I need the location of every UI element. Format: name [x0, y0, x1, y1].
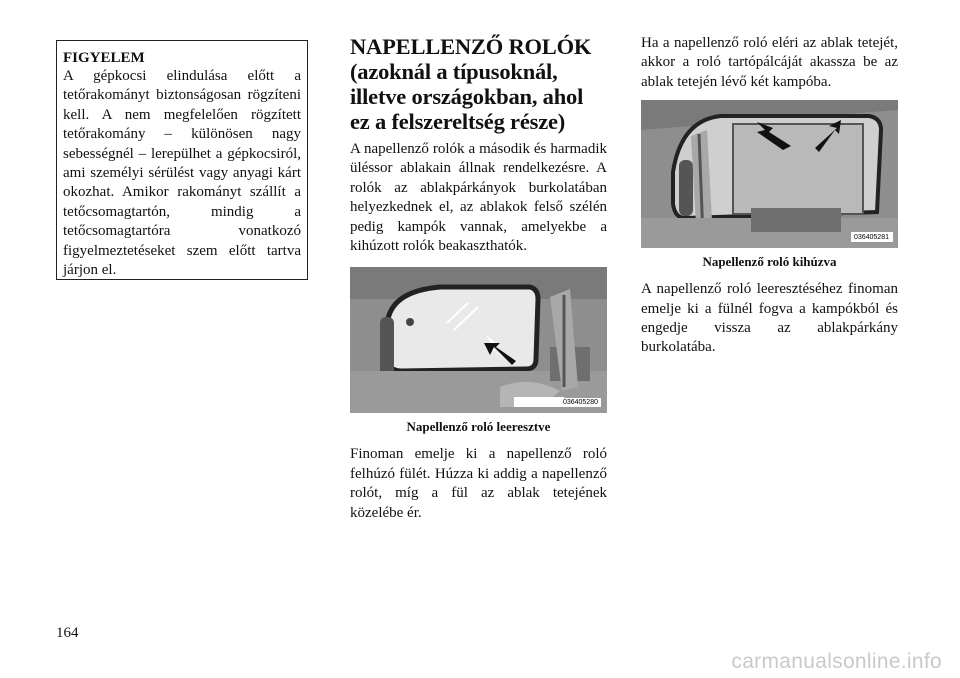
middle-column: [350, 34, 607, 523]
warning-title: FIGYELEM: [63, 50, 145, 66]
step-paragraph: Finoman emelje ki a napellenző roló felhúzó fülét. Húzza ki addig a napellenző rolót, míg a fül az ablak tetejének közelébe ér.: [350, 446, 607, 521]
page-number: 164: [56, 625, 79, 641]
figure-code: 036405280: [560, 398, 601, 407]
step-paragraph: Ha a napellenző roló eléri az ablak tetejét, akkor a roló tartópálcáját akassza be az ablak tetején lévő két kampóba.: [641, 35, 898, 90]
figure-code: 036405281: [851, 233, 892, 242]
shade-lowered-illustration: [350, 267, 607, 413]
step-paragraph: A napellenző roló leeresztéséhez finoman emelje ki a fülnél fogva a kampókból és engedje vissza az ablakpárkány burkolatába.: [641, 281, 898, 356]
figure-shade-lowered: [350, 267, 607, 413]
intro-paragraph: A napellenző rolók a második és harmadik üléssor ablakain állnak rendelkezésre. A rolók az ablakpárkányok burkolatában helyezkednek el, az ablakok felső szélén pedig kampók vannak, amelyekbe a kihúzott rolók beakaszthatók.: [350, 141, 607, 255]
warning-text: A gépkocsi elindulása előtt a tetőrakományt biztonságosan rögzíteni kell. A nem megfelelően rögzített tetőrakomány – különösen nagy sebességnél – lerepülhet a gépkocsiról, ami személyi sérülést vagy anyagi kárt okozhat. Amikor rakományt szállít a tetőcsomagtartón, mindig a tetőcsomagtartóra vonatkozó figyelmeztetéseket szem előtt tartva járjon el.: [63, 68, 301, 279]
footer-watermark: carmanualsonline.info: [731, 650, 942, 673]
right-column: [641, 34, 898, 358]
section-title: NAPELLENZŐ ROLÓK (azoknál a típusoknál, illetve országokban, ahol ez a felszereltség része): [350, 34, 592, 134]
figure-caption: Napellenző roló kihúzva: [702, 254, 837, 270]
warning-box: [56, 40, 308, 280]
figure-caption: Napellenző roló leeresztve: [406, 419, 551, 435]
figure-shade-extended: [641, 100, 898, 248]
shade-extended-illustration: [641, 100, 898, 248]
